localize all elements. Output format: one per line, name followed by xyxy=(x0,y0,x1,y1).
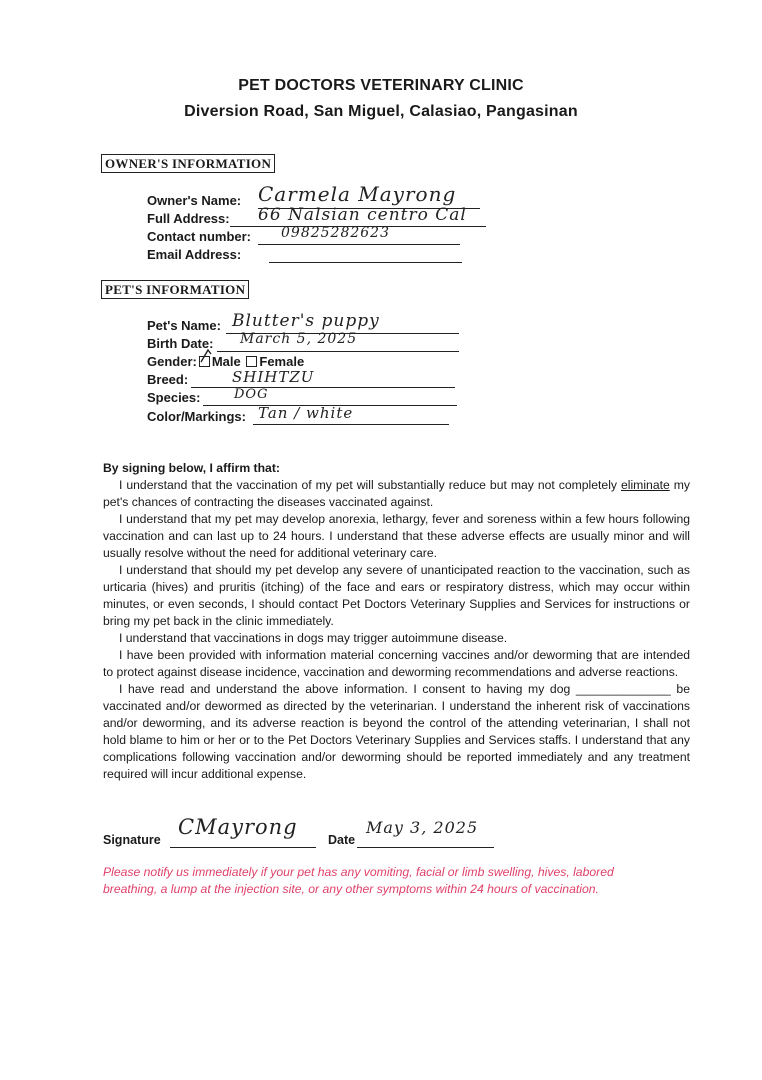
pet-breed-label: Breed: xyxy=(147,372,189,387)
owner-contact-line xyxy=(258,244,460,245)
affirmation-p2: I understand that my pet may develop anorexia, lethargy, fever and soreness within a few hours following vaccination and can last up to 24 hours. I understand that these adverse effects are usually minor and will usually resolve without the need for additional veterinary care. xyxy=(103,512,690,560)
clinic-name: PET DOCTORS VETERINARY CLINIC xyxy=(238,77,524,94)
owner-contact-value[interactable]: 09825282623 xyxy=(281,225,390,241)
pet-breed-line xyxy=(191,387,455,388)
pet-color-line xyxy=(253,424,449,425)
pet-species-label: Species: xyxy=(147,390,201,405)
pet-gender-label: Gender: xyxy=(147,354,197,369)
clinic-address: Diversion Road, San Miguel, Calasiao, Pangasinan xyxy=(184,103,578,120)
pet-name-value[interactable]: Blutter's puppy xyxy=(232,311,380,331)
pet-birth-line xyxy=(217,351,459,352)
owner-contact-label: Contact number: xyxy=(147,229,251,244)
female-label: Female xyxy=(259,354,305,369)
male-label: Male xyxy=(211,354,241,369)
owner-name-value[interactable]: Carmela Mayrong xyxy=(258,182,457,206)
affirmation-p3: I understand that should my pet develop any severe of unanticipated reaction to the vaccination, such as urticaria (hives) and pruritis (itching) of the face and ears or respiratory distress, which may occur within minutes, or even seconds, I should contact Pet Doctors Veterinary Supplies and Services for instructions or bring my pet back in the clinic immediately. xyxy=(103,563,690,628)
male-check-mark-icon xyxy=(199,348,215,366)
signature-label: Signature xyxy=(103,833,161,847)
pet-species-value[interactable]: DOG xyxy=(234,387,269,402)
affirmation-p4: I understand that vaccinations in dogs may trigger autoimmune disease. xyxy=(119,631,508,645)
date-line xyxy=(357,847,494,848)
pet-color-value[interactable]: Tan / white xyxy=(258,404,354,422)
date-value[interactable]: May 3, 2025 xyxy=(366,818,479,837)
dog-name-blank[interactable]: ______________ xyxy=(575,682,671,696)
owner-email-line[interactable] xyxy=(269,262,462,263)
notice-text: Please notify us immediately if your pet has any vomiting, facial or limb swelling, hives, labored breathing, a lump at the injection site, or any other symptoms within 24 hours of vaccination. xyxy=(103,865,614,896)
pet-birth-value[interactable]: March 5, 2025 xyxy=(240,331,358,347)
owner-email-label: Email Address: xyxy=(147,247,242,262)
pet-color-label: Color/Markings: xyxy=(147,409,246,424)
affirmation-p1: I understand that the vaccination of my pet will substantially reduce but may not completely eliminate my pet's chances of contracting the diseases vaccinated against. xyxy=(103,478,690,509)
owner-section-title: OWNER'S INFORMATION xyxy=(101,154,275,173)
pet-gender-row xyxy=(147,354,304,369)
date-label: Date xyxy=(328,833,356,847)
female-checkbox[interactable] xyxy=(246,356,257,367)
pet-name-label: Pet's Name: xyxy=(147,318,221,333)
pet-birth-label: Birth Date: xyxy=(147,336,214,351)
affirmation-p5: I have been provided with information material concerning vaccines and/or deworming that are intended to protect against disease incidence, vaccination and deworming recommendations and adverse reactions. xyxy=(103,648,690,679)
affirmation-p6: I have read and understand the above information. I consent to having my dog ______________ be vaccinated and/or dewormed as directed by the veterinarian. I understand the inherent risk of vaccinations and/or deworming, and its adverse reaction is beyond the control of the attending veterinarian, I shall not hold blame to him or her or to the Pet Doctors Veterinary Supplies and Services staffs. I understand that any complications following vaccination and/or deworming should be reported immediately and any treatment required will incur additional expense. xyxy=(103,682,690,781)
signature-value[interactable]: CMayrong xyxy=(178,815,298,839)
owner-name-label: Owner's Name: xyxy=(147,193,242,208)
affirmation-lead: By signing below, I affirm that: xyxy=(103,461,280,475)
pet-breed-value[interactable]: SHIHTZU xyxy=(232,368,315,386)
owner-address-value[interactable]: 66 Nalsian centro Cal xyxy=(258,205,467,225)
signature-line xyxy=(170,847,316,848)
affirmation-text xyxy=(103,460,690,783)
pet-section-title: PET'S INFORMATION xyxy=(101,280,249,299)
owner-address-label: Full Address: xyxy=(147,211,230,226)
